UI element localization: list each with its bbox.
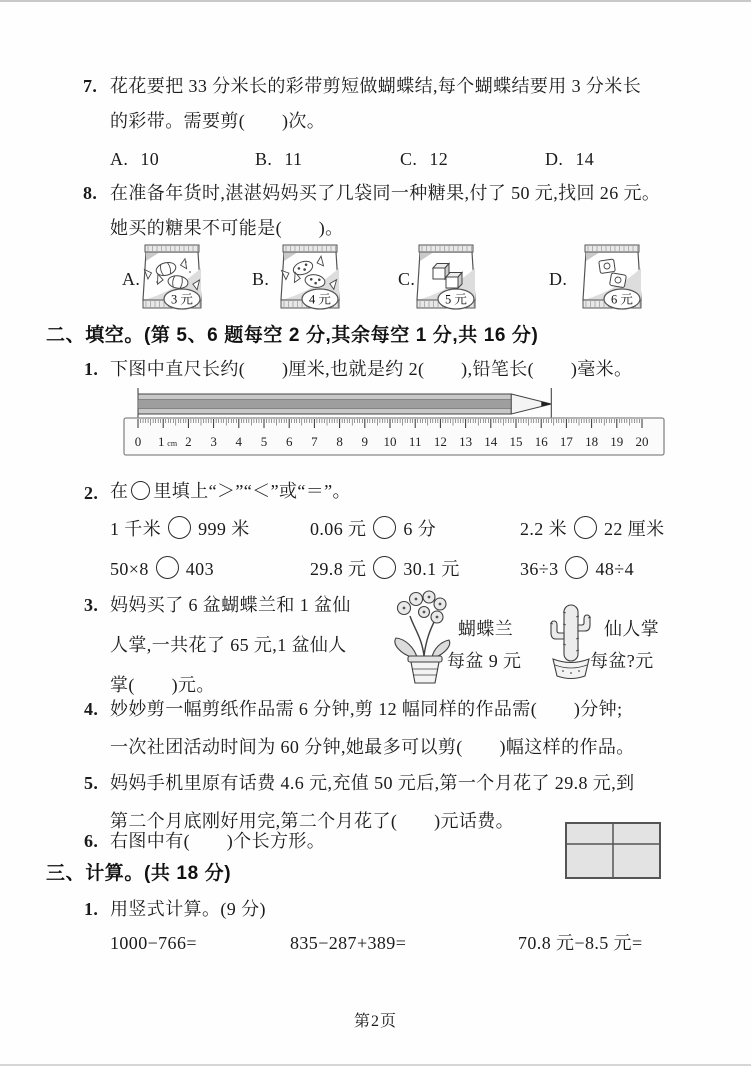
compare-right: 30.1 元 <box>403 559 460 579</box>
compare-circle-icon <box>156 556 179 579</box>
page-number: 第2页 <box>353 1013 397 1030</box>
fill-q6-number: 6. <box>84 831 99 851</box>
orchid-price-label: 每盆 9 元 <box>447 651 522 671</box>
svg-text:16: 16 <box>534 434 548 449</box>
orchid-plant-icon <box>388 590 458 691</box>
svg-text:4: 4 <box>235 434 243 449</box>
cactus-plant-icon <box>543 599 599 688</box>
fill-q4-line2: 一次社团活动时间为 60 分钟,她最多可以剪( )幅这样的作品。 <box>110 737 635 757</box>
q7-option-c <box>400 148 448 171</box>
q7-option-c-label: C. <box>400 149 418 169</box>
q7-option-a <box>110 148 159 171</box>
q7-option-a-label: A. <box>110 149 129 169</box>
fill-q2-instruction <box>110 480 351 503</box>
compare-right: 6 分 <box>403 519 437 539</box>
section-calc-title: 三、计算。(共 18 分) <box>46 863 232 884</box>
svg-text:cm: cm <box>167 439 178 448</box>
svg-text:17: 17 <box>559 434 573 449</box>
q7-option-c-value: 12 <box>429 149 449 169</box>
svg-text:6 元: 6 元 <box>611 292 633 307</box>
compare-item <box>110 556 214 581</box>
compare-circle-icon <box>565 556 588 579</box>
fill-q1-text: 下图中直尺长约( )厘米,也就是约 2( ),铅笔长( )毫米。 <box>110 359 633 379</box>
calc-q1-text: 用竖式计算。(9 分) <box>110 899 266 919</box>
calc-q1-number: 1. <box>84 899 99 919</box>
ruler-pencil-figure <box>122 388 666 461</box>
compare-left: 29.8 元 <box>310 559 367 579</box>
svg-text:6: 6 <box>285 434 293 449</box>
q8-line2: 她买的糖果不可能是( )。 <box>110 218 344 238</box>
svg-text:19: 19 <box>610 434 624 449</box>
fill-q6-text: 右图中有( )个长方形。 <box>110 831 326 851</box>
svg-text:2: 2 <box>185 434 192 449</box>
svg-text:5: 5 <box>260 434 268 449</box>
candy-bag-squares-icon <box>580 242 644 319</box>
compare-left: 2.2 米 <box>520 519 567 539</box>
cactus-name-label: 仙人掌 <box>604 619 660 639</box>
candy-bag-striped-icon <box>140 242 204 319</box>
q8-line1: 在准备年货时,湛湛妈妈买了几袋同一种糖果,付了 50 元,找回 26 元。 <box>110 183 661 203</box>
q7-option-d <box>545 148 594 171</box>
svg-text:15: 15 <box>509 434 523 449</box>
q7-option-b-label: B. <box>255 149 273 169</box>
q7-line2: 的彩带。需要剪( )次。 <box>110 111 326 131</box>
fill-q5-line2: 第二个月底刚好用完,第二个月花了( )元话费。 <box>110 811 515 831</box>
svg-text:18: 18 <box>585 434 599 449</box>
q7-number: 7. <box>83 76 98 96</box>
svg-text:7: 7 <box>311 434 318 449</box>
compare-right: 48÷4 <box>595 559 634 579</box>
orchid-name-label: 蝴蝶兰 <box>458 619 514 639</box>
q7-line1: 花花要把 33 分米长的彩带剪短做蝴蝶结,每个蝴蝶结要用 3 分米长 <box>110 76 642 96</box>
q8-number: 8. <box>83 183 98 203</box>
fill-q2-instruction-suffix: 里填上“＞”“＜”或“＝”。 <box>153 481 351 501</box>
svg-text:4 元: 4 元 <box>309 292 331 307</box>
compare-right: 999 米 <box>198 519 250 539</box>
compare-item <box>310 516 436 541</box>
compare-item <box>110 516 250 541</box>
compare-left: 0.06 元 <box>310 519 367 539</box>
q8-option-b-label: B. <box>252 269 270 289</box>
svg-text:20: 20 <box>635 434 649 449</box>
fill-q3-number: 3. <box>84 595 99 615</box>
fill-q2-number: 2. <box>84 483 99 503</box>
compare-right: 403 <box>185 559 214 579</box>
section-fill-title: 二、填空。(第 5、6 题每空 2 分,其余每空 1 分,共 16 分) <box>46 325 539 346</box>
fill-q5-number: 5. <box>84 773 99 793</box>
fill-q4-number: 4. <box>84 699 99 719</box>
svg-text:0: 0 <box>134 434 142 449</box>
svg-text:12: 12 <box>433 434 447 449</box>
svg-text:1: 1 <box>157 434 165 449</box>
fill-q3-line3: 掌( )元。 <box>110 675 215 695</box>
compare-left: 1 千米 <box>110 519 162 539</box>
q8-option-d-label: D. <box>549 269 568 289</box>
candy-bag-cubes-icon <box>414 242 478 319</box>
compare-item <box>310 556 460 581</box>
compare-right: 22 厘米 <box>604 519 665 539</box>
compare-circle-icon <box>131 481 150 500</box>
svg-text:9: 9 <box>361 434 369 449</box>
compare-left: 36÷3 <box>520 559 559 579</box>
fill-q5-line1: 妈妈手机里原有话费 4.6 元,充值 50 元后,第一个月花了 29.8 元,到 <box>110 773 635 793</box>
svg-text:14: 14 <box>484 434 498 449</box>
calc-expression-2: 835−287+389= <box>290 933 407 953</box>
svg-text:13: 13 <box>459 434 473 449</box>
q7-option-d-label: D. <box>545 149 564 169</box>
cactus-price-label: 每盆?元 <box>590 651 654 671</box>
svg-text:8: 8 <box>336 434 343 449</box>
compare-circle-icon <box>574 516 597 539</box>
calc-expression-3: 70.8 元−8.5 元= <box>518 933 643 953</box>
q8-option-a-label: A. <box>122 269 141 289</box>
fill-q4-line1: 妙妙剪一幅剪纸作品需 6 分钟,剪 12 幅同样的作品需( )分钟; <box>110 699 623 719</box>
q8-option-c-label: C. <box>398 269 416 289</box>
compare-item <box>520 516 665 541</box>
svg-text:11: 11 <box>408 434 422 449</box>
fill-q3-line2: 人掌,一共花了 65 元,1 盆仙人 <box>110 635 347 655</box>
fill-q3-line1: 妈妈买了 6 盆蝴蝶兰和 1 盆仙 <box>110 595 351 615</box>
calc-expression-1: 1000−766= <box>110 933 197 953</box>
q7-option-b-value: 11 <box>284 149 303 169</box>
compare-circle-icon <box>373 516 396 539</box>
fill-q2-instruction-prefix: 在 <box>110 481 129 501</box>
q7-option-a-value: 10 <box>140 149 160 169</box>
compare-item <box>520 556 634 581</box>
compare-circle-icon <box>168 516 191 539</box>
svg-text:10: 10 <box>383 434 397 449</box>
compare-circle-icon <box>373 556 396 579</box>
compare-left: 50×8 <box>110 559 149 579</box>
svg-text:3: 3 <box>210 434 217 449</box>
candy-bag-dotted-icon <box>278 242 342 319</box>
q7-option-d-value: 14 <box>575 149 595 169</box>
svg-text:5 元: 5 元 <box>445 292 467 307</box>
svg-text:3 元: 3 元 <box>171 292 193 307</box>
grid-rectangle-figure <box>565 822 661 884</box>
fill-q1-number: 1. <box>84 359 99 379</box>
q7-option-b <box>255 148 302 171</box>
